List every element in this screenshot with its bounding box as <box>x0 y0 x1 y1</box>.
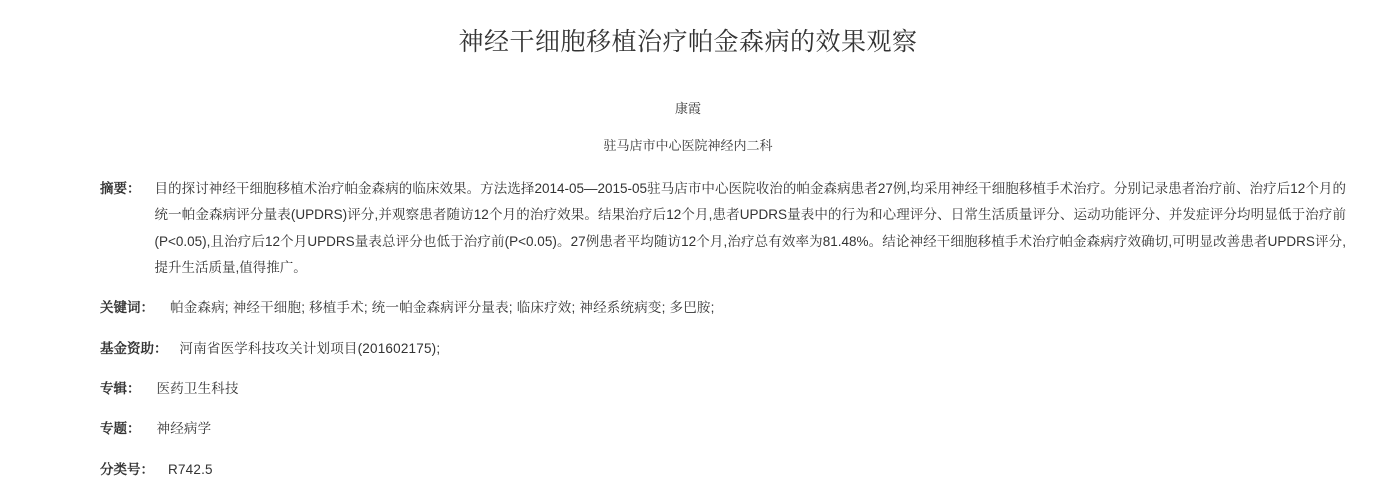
keywords-label: 关键词： <box>100 300 154 316</box>
abstract-label: 摘要： <box>100 181 141 196</box>
topic-text[interactable]: 神经病学 <box>156 421 212 437</box>
keywords-row <box>100 295 1346 321</box>
abstract-row <box>100 176 1346 281</box>
classification-row <box>100 457 1346 483</box>
author-name: 康霞 <box>674 101 701 116</box>
author-affiliation: 驻马店市中心医院神经内二科 <box>603 138 773 153</box>
fund-text[interactable]: 河南省医学科技攻关计划项目(201602175); <box>179 340 441 356</box>
metadata-block <box>0 176 1376 483</box>
classification-label: 分类号： <box>100 461 154 477</box>
topic-label: 专题： <box>100 421 141 437</box>
topic-row <box>100 416 1346 442</box>
classification-text: R742.5 <box>168 461 213 477</box>
fund-label: 基金资助： <box>100 340 168 356</box>
page-title: 神经干细胞移植治疗帕金森病的效果观察 <box>458 28 918 56</box>
fund-row <box>100 336 1346 362</box>
series-text[interactable]: 医药卫生科技 <box>156 380 239 396</box>
abstract-text: 目的探讨神经干细胞移植术治疗帕金森病的临床效果。方法选择2014-05—2015-05驻马店市中心医院收治的帕金森病患者27例,均采用神经干细胞移植手术治疗。分别记录患者治疗前、治疗后12个月的统一帕金森病评分量表(UPDRS)评分,并观察患者随访12个月的治疗效果。结果治疗后12个月,患者UPDRS量表中的行为和心理评分、日常生活质量评分、运动功能评分、并发症评分均明显低于治疗前(P<0.05),且治疗后12个月UPDRS量表总评分也低于治疗前(P<0.05)。27例患者平均随访12个月,治疗总有效率为81.48%。结论神经干细胞移植手术治疗帕金森病疗效确切,可明显改善患者UPDRS评分,提升生活质量,值得推广。 <box>154 181 1346 275</box>
keywords-text[interactable]: 帕金森病; 神经干细胞; 移植手术; 统一帕金森病评分量表; 临床疗效; 神经系统病变; 多巴胺; <box>170 300 715 316</box>
series-label: 专辑： <box>100 380 141 396</box>
series-row <box>100 376 1346 402</box>
